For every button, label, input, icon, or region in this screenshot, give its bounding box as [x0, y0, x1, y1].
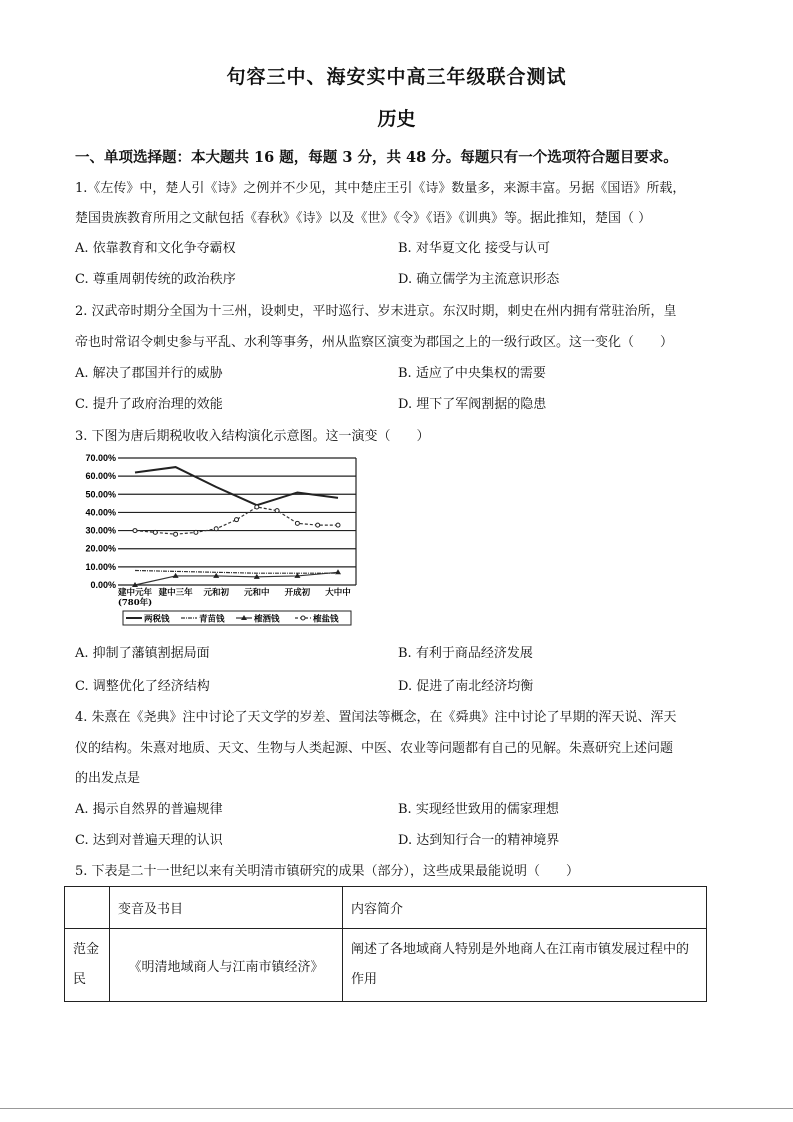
data-point — [214, 527, 218, 531]
series-line — [135, 572, 338, 585]
author-cell: 范金民 — [65, 929, 110, 1002]
q2-stem-line1: 2. 汉武帝时期分全国为十三州，设刺史，平时巡行、岁末进京。东汉时期，刺史在州内拥有常驻治所，皇 — [75, 304, 677, 319]
y-tick-label: 70.00% — [85, 453, 116, 463]
q1-stem-line1: 1.《左传》中，楚人引《诗》之例并不少见，其中楚庄王引《诗》数量多，来源丰富。另据《国语》所载， — [75, 181, 686, 196]
x-tick-label: 元和中 — [244, 588, 270, 598]
q3-option-a: A. 抑制了藩镇割据局面 — [75, 646, 210, 661]
q2-option-b: B. 适应了中央集权的需要 — [398, 366, 546, 381]
y-tick-label: 60.00% — [85, 471, 116, 482]
legend-label: 两税钱 — [144, 614, 170, 625]
research-table — [64, 886, 707, 1002]
q1-stem-line2: 楚国贵族教育所用之文献包括《春秋》《诗》以及《世》《令》《语》《训典》等。据此推知，楚国（ ） — [75, 211, 652, 226]
y-tick-label: 40.00% — [85, 507, 116, 518]
x-axis-labels — [117, 587, 351, 608]
q4-stem-line3: 的出发点是 — [75, 771, 141, 786]
section-heading: 一、单项选择题：本大题共 16 题，每题 3 分，共 48 分。每题只有一个选项符合题目要求。 — [75, 149, 678, 166]
q2-option-a: A. 解决了郡国并行的威胁 — [75, 366, 223, 381]
legend-label: 榷盐钱 — [313, 614, 339, 625]
q3-option-b: B. 有利于商品经济发展 — [398, 646, 533, 661]
x-tick-label: 元和初 — [203, 588, 229, 598]
q1-option-b: B. 对华夏文化 接受与认可 — [398, 241, 550, 256]
data-point — [235, 518, 239, 522]
legend-marker — [301, 616, 305, 620]
q4-option-a: A. 揭示自然界的普遍规律 — [75, 802, 223, 817]
data-point — [174, 532, 178, 536]
q4-option-b: B. 实现经世致用的儒家理想 — [398, 802, 559, 817]
book-cell: 《明清地域商人与江南市镇经济》 — [110, 929, 343, 1002]
q1-option-d: D. 确立儒学为主流意识形态 — [398, 272, 560, 287]
q4-stem-line2: 仪的结构。朱熹对地质、天文、生物与人类起源、中医、农业等问题都有自己的见解。朱熹研究上述问题 — [75, 741, 674, 756]
y-tick-label: 10.00% — [85, 561, 116, 572]
q2-stem-line2: 帝也时常诏令刺史参与平乱、水利等事务，州从监察区演变为郡国之上的一级行政区。这一变化（ ） — [75, 335, 674, 350]
series-line — [135, 570, 338, 573]
q5-stem: 5. 下表是二十一世纪以来有关明清市镇研究的成果（部分），这些成果最能说明（ ） — [75, 864, 580, 879]
q2-option-d: D. 埋下了军阀割据的隐患 — [398, 397, 547, 412]
subject-title: 历史 — [377, 108, 416, 130]
data-point — [335, 569, 341, 574]
data-point — [295, 521, 299, 525]
x-tick-label: 建中元年 — [117, 588, 153, 598]
y-tick-label: 20.00% — [85, 543, 116, 554]
y-axis-labels — [85, 453, 116, 590]
chart-legend — [123, 611, 351, 625]
q4-option-c: C. 达到对普遍天理的认识 — [75, 833, 223, 848]
table-header-cell — [65, 887, 110, 929]
legend-label: 青苗钱 — [199, 614, 225, 625]
data-point — [336, 523, 340, 527]
x-tick-label: 开成初 — [284, 588, 311, 598]
x-tick-label: 大中中 — [325, 588, 351, 598]
q4-stem-line1: 4. 朱熹在《尧典》注中讨论了天文学的岁差、置闰法等概念，在《舜典》注中讨论了早期的浑天说、浑天 — [75, 710, 677, 725]
q3-stem: 3. 下图为唐后期税收收入结构演化示意图。这一演变（ ） — [75, 429, 430, 444]
table-header-row — [65, 887, 707, 929]
tax-structure-chart — [73, 452, 363, 628]
table-header-cell: 变音及书目 — [110, 887, 343, 929]
data-point — [275, 509, 279, 513]
q1-option-a: A. 依靠教育和文化争夺霸权 — [75, 241, 236, 256]
exam-title: 句容三中、海安实中高三年级联合测试 — [226, 66, 567, 88]
x-tick-label: 建中三年 — [158, 588, 193, 598]
y-tick-label: 50.00% — [85, 489, 116, 500]
table-row — [65, 929, 707, 1002]
q3-option-d: D. 促进了南北经济均衡 — [398, 679, 534, 694]
y-tick-label: 30.00% — [85, 525, 116, 536]
y-tick-label: 0.00% — [90, 580, 116, 590]
q2-option-c: C. 提升了政府治理的效能 — [75, 397, 223, 412]
data-point — [194, 530, 198, 534]
x-tick-note: (780年) — [117, 598, 153, 608]
legend-label: 榷酒钱 — [254, 614, 280, 625]
data-point — [133, 529, 137, 533]
q1-option-c: C. 尊重周朝传统的政治秩序 — [75, 272, 236, 287]
data-point — [153, 530, 157, 534]
q4-option-d: D. 达到知行合一的精神境界 — [398, 833, 560, 848]
series-lines — [132, 467, 341, 587]
data-point — [255, 505, 259, 509]
table-header-cell: 内容简介 — [343, 887, 707, 929]
data-point — [316, 523, 320, 527]
q3-option-c: C. 调整优化了经济结构 — [75, 679, 210, 694]
summary-cell: 阐述了各地域商人特别是外地商人在江南市镇发展过程中的作用 — [343, 929, 707, 1002]
series-line — [135, 467, 338, 505]
page-bottom-rule — [0, 1108, 793, 1109]
